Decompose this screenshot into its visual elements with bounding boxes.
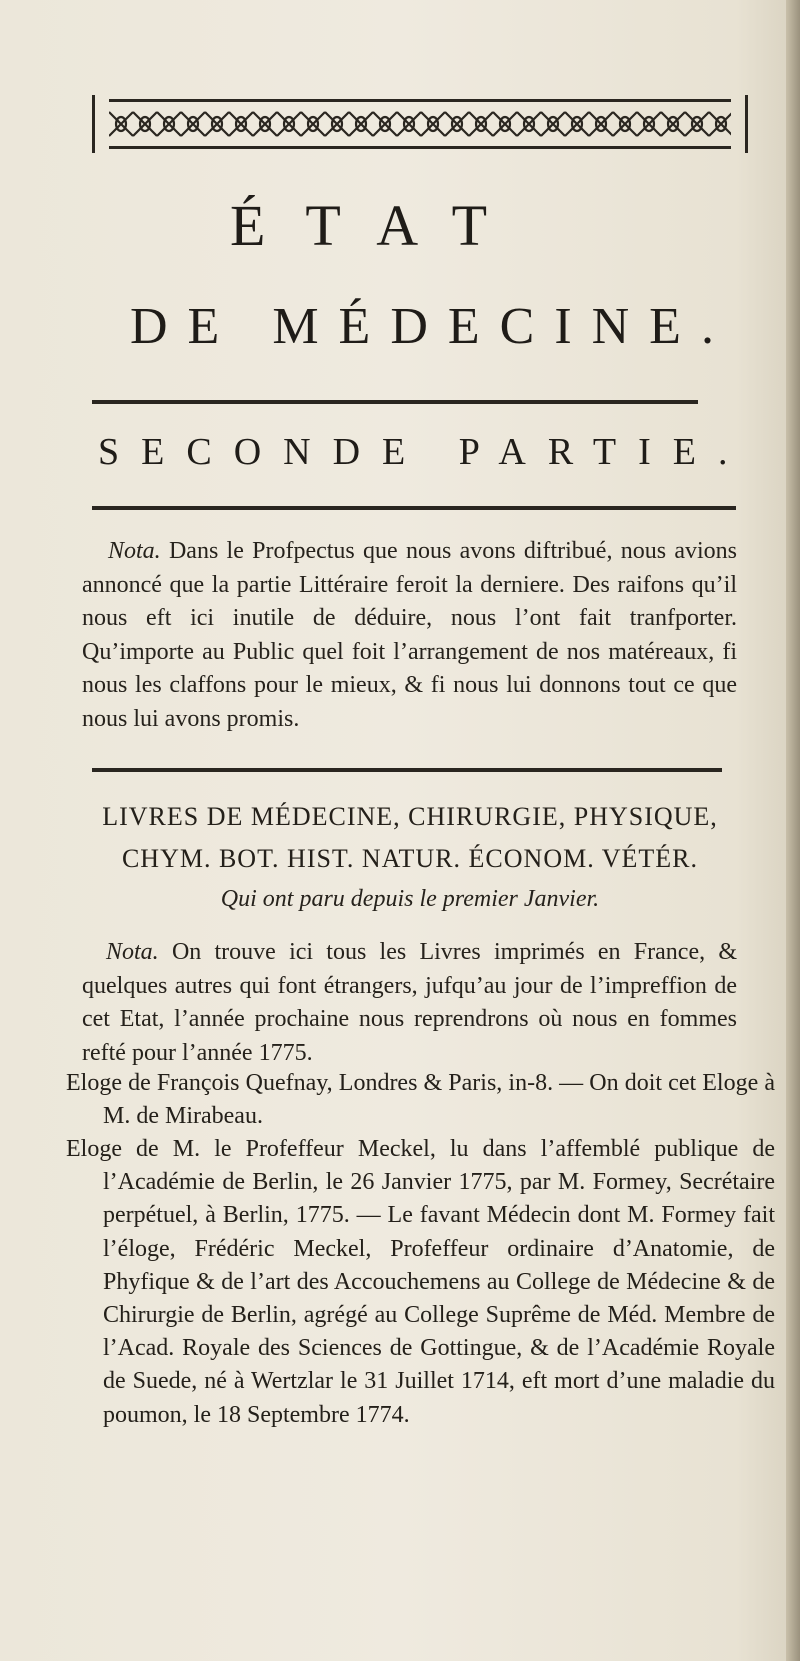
ornament-stroke — [157, 112, 181, 136]
nota-text: Dans le Profpectus que nous avons diftribué, nous avions annoncé que la partie Littéraire feroit la derniere. Des raifons qu’il nous eft ici inutile de déduire, nous l’ont fait tranfporter. Qu’importe au Public quel foit l’arrangement de nos matéreaux, fi nous les claffons pour le mieux, & fi nous lui donnons tout ce que nous lui avons promis. — [82, 538, 737, 732]
ornament-stroke — [541, 112, 565, 136]
ornament-stroke — [325, 112, 349, 136]
title-etat: ÉTAT — [230, 193, 528, 258]
ornament-stroke — [277, 112, 301, 136]
ornament-stroke — [565, 112, 589, 136]
ornament-stroke — [613, 112, 637, 136]
section-heading — [80, 796, 740, 880]
ornament-stroke — [205, 112, 229, 136]
nota-paragraph-2 — [82, 936, 737, 1070]
ornament-stroke — [181, 112, 205, 136]
ornament-stroke — [637, 112, 661, 136]
title-de-medecine: DE MÉDECINE. — [130, 298, 734, 355]
ornament-stroke — [349, 112, 373, 136]
ornament-stroke — [661, 112, 685, 136]
ornament-stroke — [133, 112, 157, 136]
nota-paragraph — [82, 535, 737, 736]
ornament-stroke — [589, 112, 613, 136]
nota-label: Nota. — [108, 538, 161, 564]
page-edge — [786, 0, 800, 1661]
ornament-stroke — [301, 112, 325, 136]
ornament-stroke — [373, 112, 397, 136]
ornament-stroke — [685, 112, 709, 136]
ornament-stroke — [109, 112, 133, 136]
title-seconde-partie: SECONDE PARTIE. — [98, 431, 750, 473]
nota-label: Nota. — [106, 939, 159, 965]
section-subheading: Qui ont paru depuis le premier Janvier. — [220, 886, 600, 912]
ornament-stroke — [445, 112, 469, 136]
book-entry-quesnay: Eloge de François Quefnay, Londres & Paris, in-8. — On doit cet Eloge à M. de Mirabeau. — [66, 1070, 775, 1130]
ornament-stroke — [229, 112, 253, 136]
rule-divider — [92, 400, 698, 404]
ornament-stroke — [397, 112, 421, 136]
rule-divider — [92, 768, 722, 772]
ornament-stroke — [469, 112, 493, 136]
book-entry-meckel: Eloge de M. le Profeffeur Meckel, lu dans l’affemblé publique de l’Académie de Berlin, le 26 Janvier 1775, par M. Formey, Secrétaire perpétuel, à Berlin, 1775. — Le favant Médecin dont M. Formey fait l’éloge, Frédéric Meckel, Profeffeur ordinaire d’Anatomie, de Phyfique & de l’art des Accouchemens au College de Médecine & de Chirurgie de Berlin, agrégé au College Suprême de Méd. Membre de l’Acad. Royale des Sciences de Gottingue, & de l’Académie Royale de Suede, né à Wertzlar le 31 Juillet 1714, eft mort d’une maladie du poumon, le 18 Septembre 1774. — [66, 1136, 775, 1428]
ornament-stroke — [493, 112, 517, 136]
rule-divider — [92, 506, 736, 510]
nota-text: On trouve ici tous les Livres imprimés en France, & quelques autres qui font étrangers, jufqu’au jour de l’impreffion de cet Etat, l’année prochaine nous reprendrons où nous en fommes refté pour l’année 1775. — [82, 939, 738, 1066]
ornament-stroke — [421, 112, 445, 136]
section-heading-line-2: CHYM. BOT. HIST. NATUR. ÉCONOM. VÉTÉR. — [121, 844, 699, 873]
ornament-stroke — [517, 112, 541, 136]
decorative-header-ornament — [92, 95, 748, 153]
ornament-stroke — [709, 112, 731, 136]
section-heading-line-1: LIVRES DE MÉDECINE, CHIRURGIE, PHYSIQUE, — [102, 802, 718, 831]
ornament-stroke — [253, 112, 277, 136]
lattice-ornament-icon — [109, 109, 731, 139]
